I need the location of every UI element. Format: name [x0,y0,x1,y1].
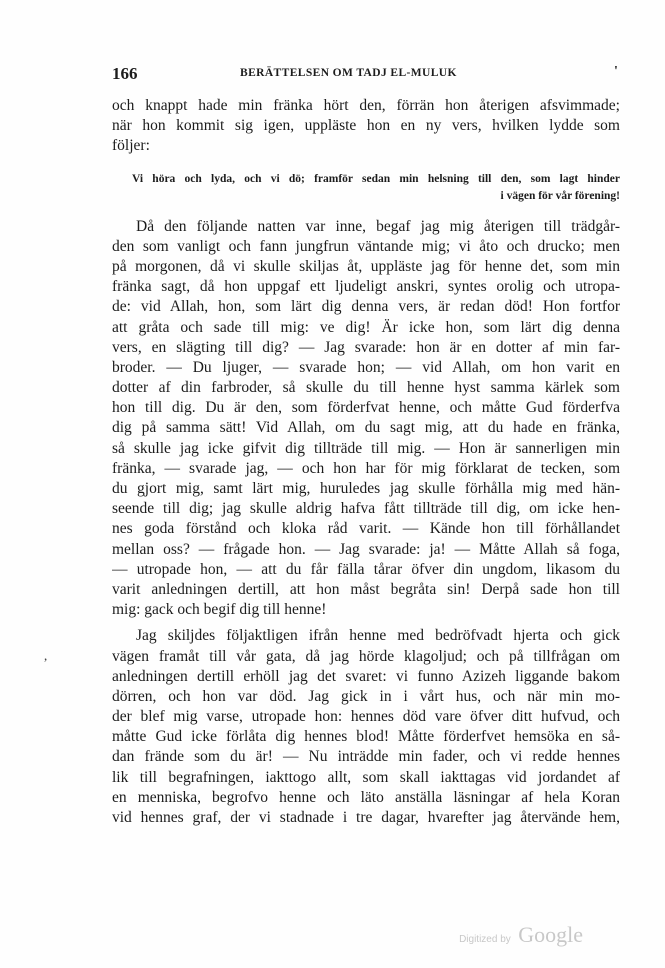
page-number: 166 [112,64,138,83]
text-line: måtte Gud icke förlåta dig hennes blod! Måtte förderfvet hemsöka en så- [112,728,620,746]
running-title: BERÄTTELSEN OM TADJ EL-MULUK [240,67,457,79]
text-line: — utropade hon, — att du får fälla tårar öfver din ungdom, likasom du [112,560,620,578]
text-line: lik till begrafningen, iakttogo allt, som skall iakttagas vid jordandet af [112,768,620,786]
text-line: broder. — Du ljuger, — svarade hon; — vid Allah, om hon varit en [112,358,620,376]
text-line: följer: [112,137,150,155]
text-line: på morgonen, då vi skulle skiljas åt, uppläste jag för henne det, som min [112,257,620,275]
text-line: vägen framåt till vår gata, då jag hörde klagoljud; och på tillfrågan om [112,647,620,665]
text-line: dotter af din farbroder, så skulle du till henne hyst samma kärlek som [112,379,620,397]
paragraph-2 [112,217,620,621]
verse-line: Vi höra och lyda, och vi dö; framför sedan min helsning till den, som lagt hinder [132,172,620,185]
text-line: så skulle jag icke gifvit dig tillträde till mig. — Hon är sannerligen min [112,439,620,457]
text-line: varit anledningen dertill, att hon måst begråta sin! Derpå sade hon till [112,580,620,598]
text-line: fränka sagt, då hon uppgaf ett ljudeligt anskri, syntes orolig och utropa- [112,278,620,296]
text-line: der blef mig varse, utropade hon: hennes död vare öfver ditt hufvud, och [112,708,620,726]
text-line: dörren, och hon var död. Jag gick in i vårt hus, och när min mo- [112,687,620,705]
text-line: du gjort mig, samt lärt mig, huruledes jag skulle förhålla mig med hän- [112,480,620,497]
text-line: när hon kommit sig igen, uppläste hon en ny vers, hvilken lydde som [112,117,620,135]
text-line: nes goda förstånd och kloka råd varit. — Kände hon till förhållandet [112,520,620,538]
google-logo: Google [518,922,583,947]
text-line: dig på samma sätt! Vid Allah, om du sagt mig, att du hade en fränka, [112,419,620,437]
text-line: en menniska, begrofvo henne och läto anställa läsningar af hela Koran [112,788,620,806]
text-line: anledningen dertill erhöll jag det svaret: vi funno Azizeh liggande bakom [112,667,620,685]
header-tick-mark: ' [614,64,618,79]
text-line: seende till dig; jag skulle aldrig hafva fått tillträde till dig, om icke hen- [112,500,620,518]
watermark-prefix: Digitized by [459,934,511,945]
text-line: Jag skiljdes följaktligen ifrån henne med bedröfvadt hjerta och gick [136,627,620,645]
text-line: hon till dig. Du är den, som förderfvat henne, och måtte Gud förderfva [112,399,620,417]
google-watermark [459,922,583,948]
body-text [112,96,620,828]
paragraph-1 [112,96,620,157]
margin-mark: , [44,648,48,663]
text-line: den som vanligt och fann jungfrun väntande mig; vi åto och drucko; men [112,237,620,255]
text-line: och knappt hade min fränka hört den, förrän hon återigen afsvimmade; [112,97,620,114]
paragraph-3 [112,626,620,828]
verse-line: i vägen för vår förening! [500,189,620,202]
text-line: vers, en slägting till dig? — Jag svarade: hon är en dotter af min far- [112,338,620,356]
verse-block [112,171,620,205]
text-line: dan frände som du är! — Nu inträdde min fader, och vi redde hennes [112,748,620,766]
text-line: att gråta och sade till mig: ve dig! Är icke hon, som lärt dig denna [112,318,620,336]
text-line: Då den följande natten var inne, begaf jag mig återigen till trädgår- [136,217,620,235]
text-line: vid hennes graf, der vi stadnade i tre dagar, hvarefter jag återvände hem, [112,809,620,826]
text-line: mig: gack och begif dig till henne! [112,601,327,619]
text-line: de: vid Allah, hon, som lärt dig denna vers, är redan död! Hon fortfor [112,298,620,316]
page-header [112,64,620,86]
text-line: fränka, — svarade jag, — och hon har för mig förklarat de tecken, som [112,459,620,477]
text-line: mellan oss? — frågade hon. — Jag svarade: ja! — Måtte Allah så foga, [112,540,620,558]
